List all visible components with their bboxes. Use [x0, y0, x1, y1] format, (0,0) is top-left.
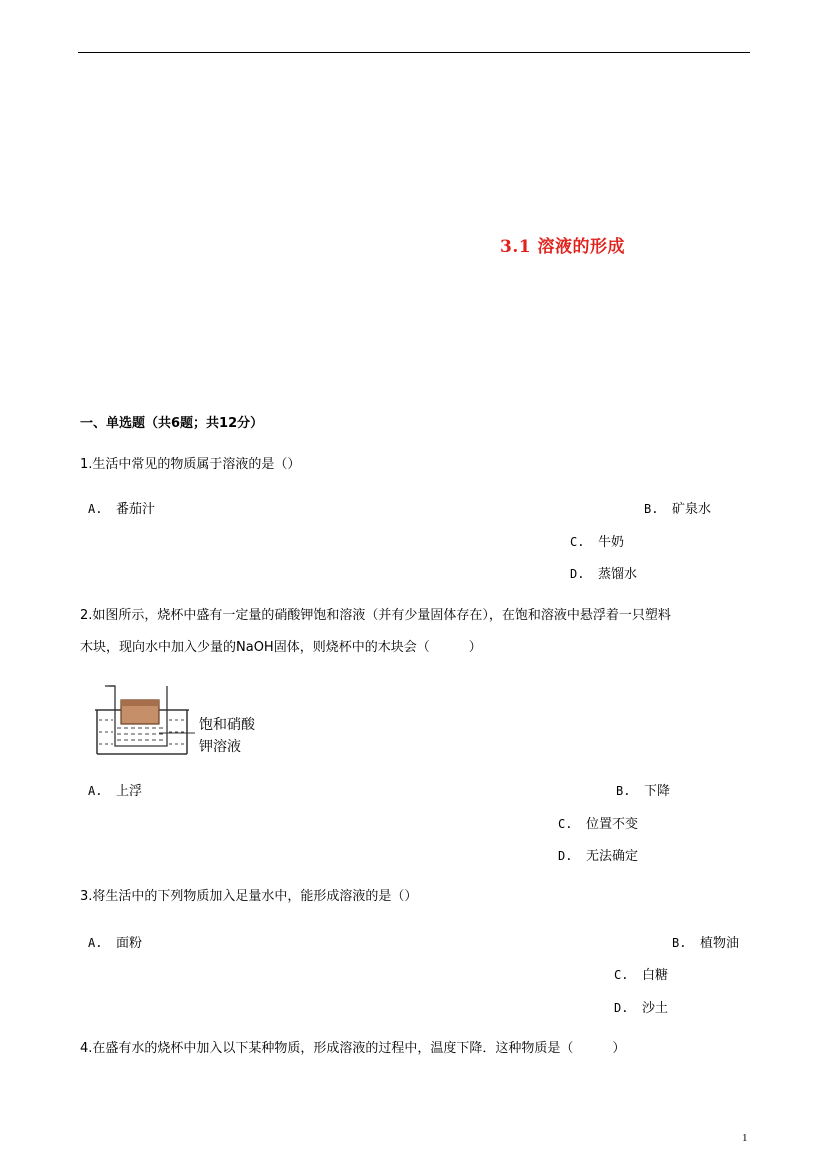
- question-2-stem-line-1: 2.如图所示，烧杯中盛有一定量的硝酸钾饱和溶液（并有少量固体存在），在饱和溶液中悬浮着一只塑料: [80, 608, 671, 623]
- option-key: D.: [558, 849, 573, 863]
- option-key: C.: [570, 535, 585, 549]
- option-key: A.: [88, 936, 103, 950]
- figure-label-line-2: 钾溶液: [199, 739, 241, 755]
- option-key: B.: [616, 784, 631, 798]
- option-key: C.: [614, 968, 629, 982]
- option-text: 上浮: [116, 784, 143, 799]
- question-2-stem-line-2: 木块，现向水中加入少量的NaOH固体，则烧杯中的木块会（ ）: [80, 640, 482, 655]
- beaker-figure: [95, 684, 285, 756]
- question-3-option-d: [614, 997, 668, 1016]
- option-text: 面粉: [116, 936, 143, 951]
- page-number: 1: [742, 1132, 748, 1144]
- question-1-option-b: [644, 498, 711, 517]
- option-text: 位置不变: [586, 817, 639, 832]
- question-3-option-a: [88, 932, 142, 951]
- page-title: 3.1 溶液的形成: [500, 237, 625, 257]
- question-2-option-a: [88, 780, 142, 799]
- question-2-option-c: [558, 813, 638, 832]
- question-3-option-c: [614, 964, 668, 983]
- option-text: 白糖: [642, 968, 669, 983]
- question-2-option-b: [616, 780, 670, 799]
- option-text: 沙土: [642, 1001, 669, 1016]
- option-key: D.: [614, 1001, 629, 1015]
- option-key: B.: [644, 502, 659, 516]
- option-text: 牛奶: [598, 535, 625, 550]
- option-key: B.: [672, 936, 687, 950]
- question-4-stem: 4.在盛有水的烧杯中加入以下某种物质，形成溶液的过程中，温度下降．这种物质是（ ）: [80, 1041, 626, 1056]
- question-3-option-b: [672, 932, 739, 951]
- option-text: 无法确定: [586, 849, 639, 864]
- question-2-option-d: [558, 845, 638, 864]
- option-text: 番茄汁: [116, 502, 156, 517]
- question-1-option-a: [88, 498, 155, 517]
- question-3-stem: 3.将生活中的下列物质加入足量水中，能形成溶液的是（）: [80, 889, 418, 904]
- option-key: D.: [570, 567, 585, 581]
- option-text: 蒸馏水: [598, 567, 638, 582]
- header-rule: [78, 52, 750, 53]
- option-text: 矿泉水: [672, 502, 712, 517]
- option-key: A.: [88, 784, 103, 798]
- option-key: C.: [558, 817, 573, 831]
- figure-label-line-1: 饱和硝酸: [199, 717, 255, 733]
- question-1-stem: 1.生活中常见的物质属于溶液的是（）: [80, 457, 301, 472]
- question-1-option-d: [570, 563, 637, 582]
- question-1-option-c: [570, 531, 624, 550]
- section-heading: 一、单选题（共6题；共12分）: [80, 416, 264, 431]
- option-key: A.: [88, 502, 103, 516]
- option-text: 下降: [644, 784, 671, 799]
- option-text: 植物油: [700, 936, 740, 951]
